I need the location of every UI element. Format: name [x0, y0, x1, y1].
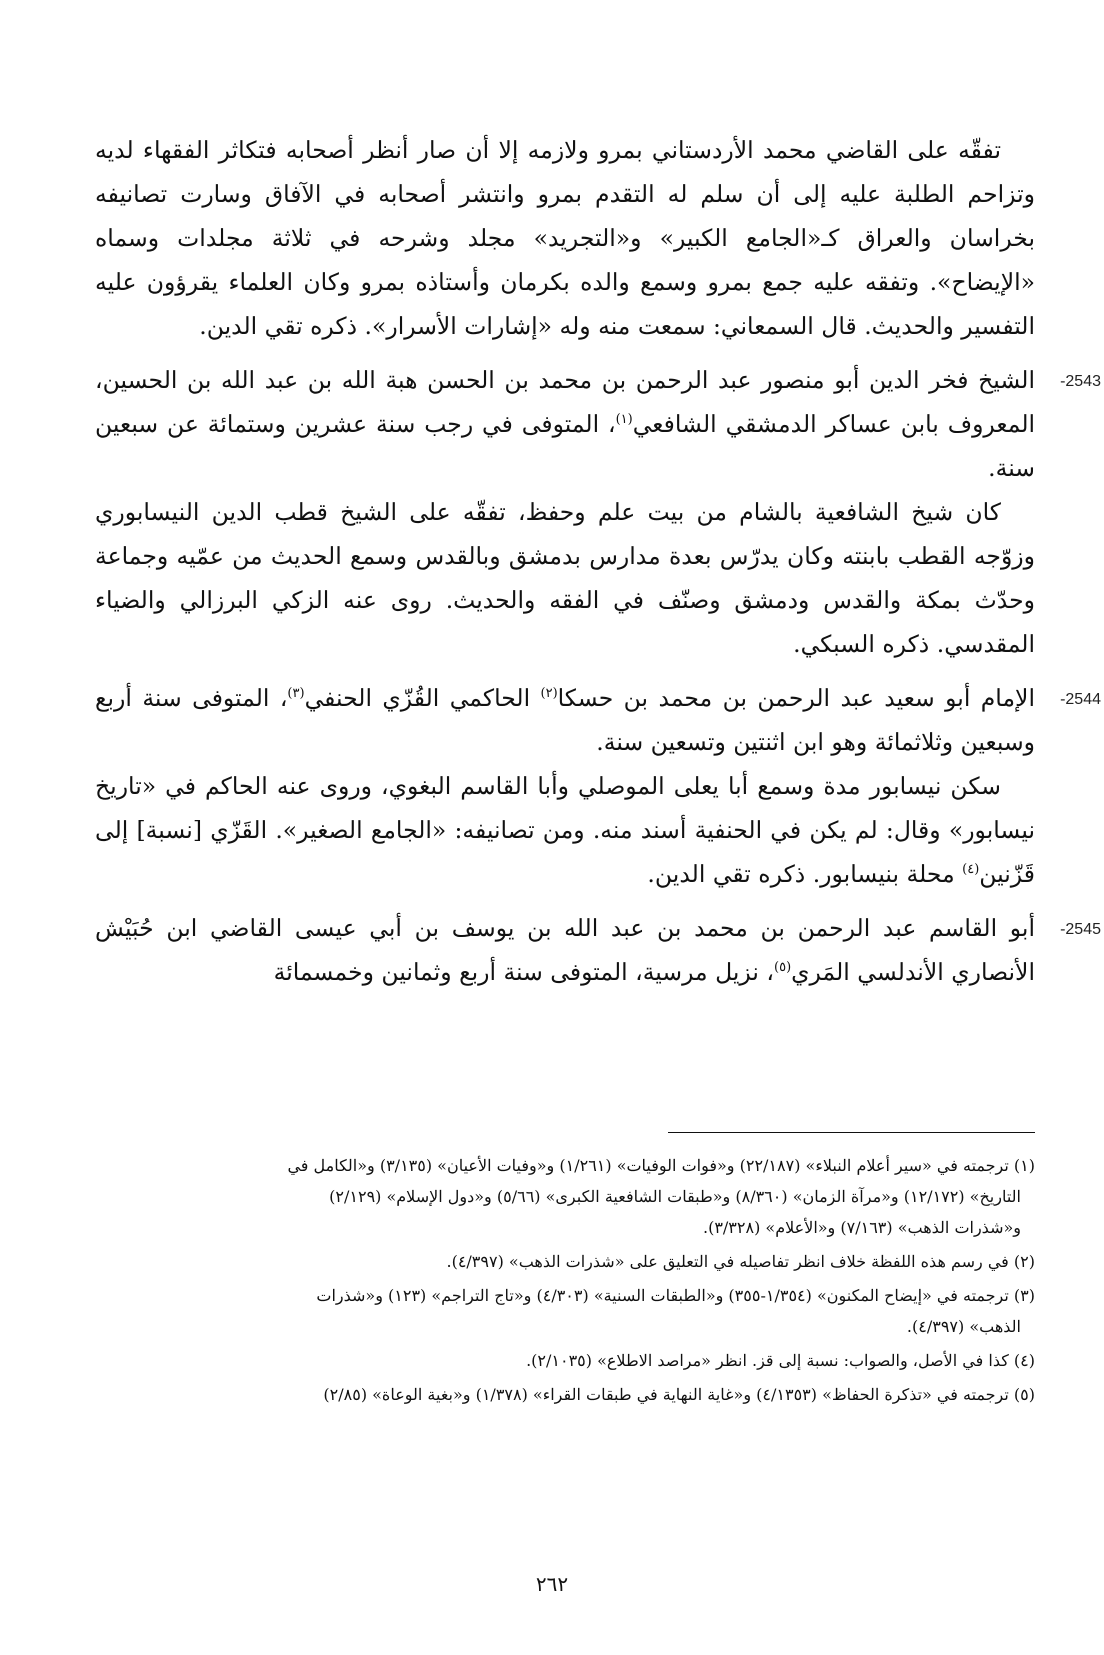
entry-number: -2543: [1060, 373, 1101, 390]
footnote-divider: [668, 1132, 1035, 1133]
entry-heading: الإمام أبو سعيد عبد الرحمن بن محمد بن حسكا$^{(٢)}$ الحاكمي القُزّي الحنفي$^{(٣)}$، المتوفى سنة أربع وسبعين وثلاثمائة وهو ابن اثنتين وتسعين سنة.: [95, 684, 1035, 756]
page-number: ٢٦٢: [535, 1572, 569, 1596]
entry-number: -2544: [1060, 691, 1101, 708]
footnote-ref: (٤): [962, 862, 980, 878]
footnote: (٥) ترجمته في «تذكرة الحفاظ» (٤/١٣٥٣) و«غاية النهاية في طبقات القراء» (١/٣٧٨) و«بغية الوعاة» (٢/٨٥): [323, 1385, 1035, 1404]
footnote: (١) ترجمته في «سير أعلام النبلاء» (٢٢/١٨٧) و«فوات الوفيات» (١/٢٦١) و«وفيات الأعيان» (٣/١٣٥) و«الكامل في التاريخ» (١٢/١٧٢) و«مرآة الزمان» (٨/٣٦٠) و«طبقات الشافعية الكبرى» (٥/٦٦) و«دول الإسلام» (٢/١٢٩) و«شذرات الذهب» (٧/١٦٣) و«الأعلام» (٣/٣٢٨).: [287, 1156, 1035, 1237]
entry-2543: [95, 358, 1101, 666]
footnote: (٣) ترجمته في «إيضاح المكنون» (١/٣٥٤-٣٥٥) و«الطبقات السنية» (٤/٣٠٣) و«تاج التراجم» (١٢٣) و«شذرات الذهب» (٤/٣٩٧).: [316, 1286, 1035, 1336]
entry-body: كان شيخ الشافعية بالشام من بيت علم وحفظ، تفقّه على الشيخ قطب الدين النيسابوري وزوّجه القطب بابنته وكان يدرّس بعدة مدارس بدمشق وبالقدس وسمع الحديث من عمّيه وجماعة وحدّث بمكة والقدس ودمشق وصنّف في الفقه والحديث. روى عنه الزكي البرزالي والضياء المقدسي. ذكره السبكي.: [95, 498, 1035, 658]
intro-paragraph: تفقّه على القاضي محمد الأردستاني بمرو ولازمه إلا أن صار أنظر أصحابه فتكاثر الفقهاء لديه وتزاحم الطلبة عليه إلى أن سلم له التقدم بمرو وانتشر أصحابه في الآفاق وسارت تصانيفه بخراسان والعراق كـ«الجامع الكبير» و«التجريد» مجلد وشرحه في ثلاثة مجلدات وسماه «الإيضاح». وتفقه عليه جمع بمرو وسمع والده بكرمان وأستاذه بمرو وكان العلماء يقرؤون عليه التفسير والحديث. قال السمعاني: سمعت منه وله «إشارات الأسرار». ذكره تقي الدين.: [95, 136, 1035, 340]
entry-2545: [95, 906, 1101, 994]
entry-number: -2545: [1060, 921, 1101, 938]
footnote-ref: (١): [615, 412, 633, 428]
entry-2544: [95, 676, 1101, 896]
entry-heading: الشيخ فخر الدين أبو منصور عبد الرحمن بن محمد بن الحسن هبة الله بن عبد الله بن الحسين، المعروف بابن عساكر الدمشقي الشافعي$^{(١)}$، المتوفى في رجب سنة عشرين وستمائة عن سبعين سنة.: [95, 366, 1036, 482]
footnote: (٢) في رسم هذه اللفظة خلاف انظر تفاصيله في التعليق على «شذرات الذهب» (٤/٣٩٧).: [446, 1252, 1035, 1271]
footnote: (٤) كذا في الأصل، والصواب: نسبة إلى قز. انظر «مراصد الاطلاع» (٢/١٠٣٥).: [526, 1351, 1035, 1370]
footnote-ref: (٣): [287, 686, 305, 702]
entry-heading: أبو القاسم عبد الرحمن بن محمد بن عبد الله بن يوسف بن أبي عيسى القاضي ابن حُبَيْش الأنصاري الأندلسي المَري$^{(٥)}$، نزيل مرسية، المتوفى سنة أربع وثمانين وخمسمائة: [95, 914, 1035, 986]
footnote-ref: (٥): [774, 960, 792, 976]
footnote-ref: (٢): [540, 686, 558, 702]
entry-body: سكن نيسابور مدة وسمع أبا يعلى الموصلي وأبا القاسم البغوي، وروى عنه الحاكم في «تاريخ نيسابور» وقال: لم يكن في الحنفية أسند منه. ومن تصانيفه: «الجامع الصغير». القَزّي [نسبة] إلى قَزّنين$^{(٤)}$ محلة بنيسابور. ذكره تقي الدين.: [95, 772, 1035, 888]
main-text: [95, 128, 1101, 994]
footnotes: [95, 1150, 1035, 1413]
